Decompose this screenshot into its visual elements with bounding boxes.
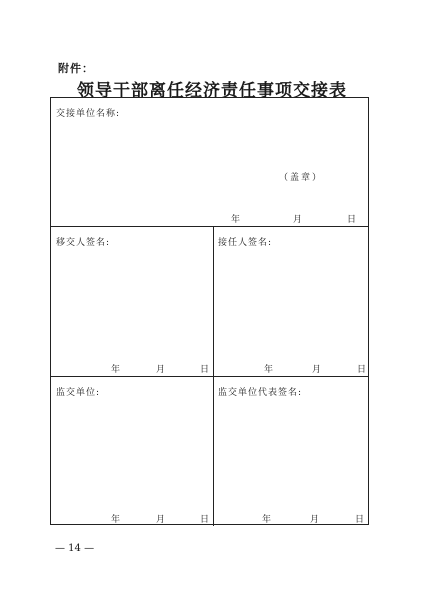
row-divider xyxy=(51,226,368,227)
date-day-label: 日 xyxy=(355,515,365,525)
attachment-label: 附件： xyxy=(58,62,94,75)
row-divider xyxy=(51,376,368,377)
receiver-date xyxy=(264,362,368,374)
receiver-signature-label: 接任人签名: xyxy=(218,238,273,248)
date-day-label: 日 xyxy=(200,365,210,375)
column-divider xyxy=(213,226,214,526)
supervising-rep-date xyxy=(262,512,366,524)
handover-form-table xyxy=(50,97,369,525)
date-day-label: 日 xyxy=(347,215,357,225)
date-day-label: 日 xyxy=(200,515,210,525)
supervising-unit-label: 监交单位: xyxy=(56,388,101,398)
date-year-label: 年 xyxy=(111,365,121,375)
date-year-label: 年 xyxy=(231,215,241,225)
date-month-label: 月 xyxy=(156,365,166,375)
handover-unit-label: 交接单位名称: xyxy=(56,109,121,119)
seal-label: （盖章） xyxy=(279,173,324,183)
supervising-rep-signature-label: 监交单位代表签名: xyxy=(218,388,303,398)
date-month-label: 月 xyxy=(293,215,303,225)
supervising-unit-date xyxy=(111,512,211,524)
transferor-signature-label: 移交人签名: xyxy=(56,238,111,248)
date-month-label: 月 xyxy=(312,365,322,375)
transferor-date xyxy=(111,362,211,374)
page-title: 领导干部离任经济责任事项交接表 xyxy=(77,81,347,101)
date-year-label: 年 xyxy=(111,515,121,525)
date-month-label: 月 xyxy=(310,515,320,525)
date-day-label: 日 xyxy=(357,365,367,375)
handover-unit-date xyxy=(231,212,361,224)
date-month-label: 月 xyxy=(156,515,166,525)
page-number: — 14 — xyxy=(55,543,95,554)
date-year-label: 年 xyxy=(262,515,272,525)
date-year-label: 年 xyxy=(264,365,274,375)
